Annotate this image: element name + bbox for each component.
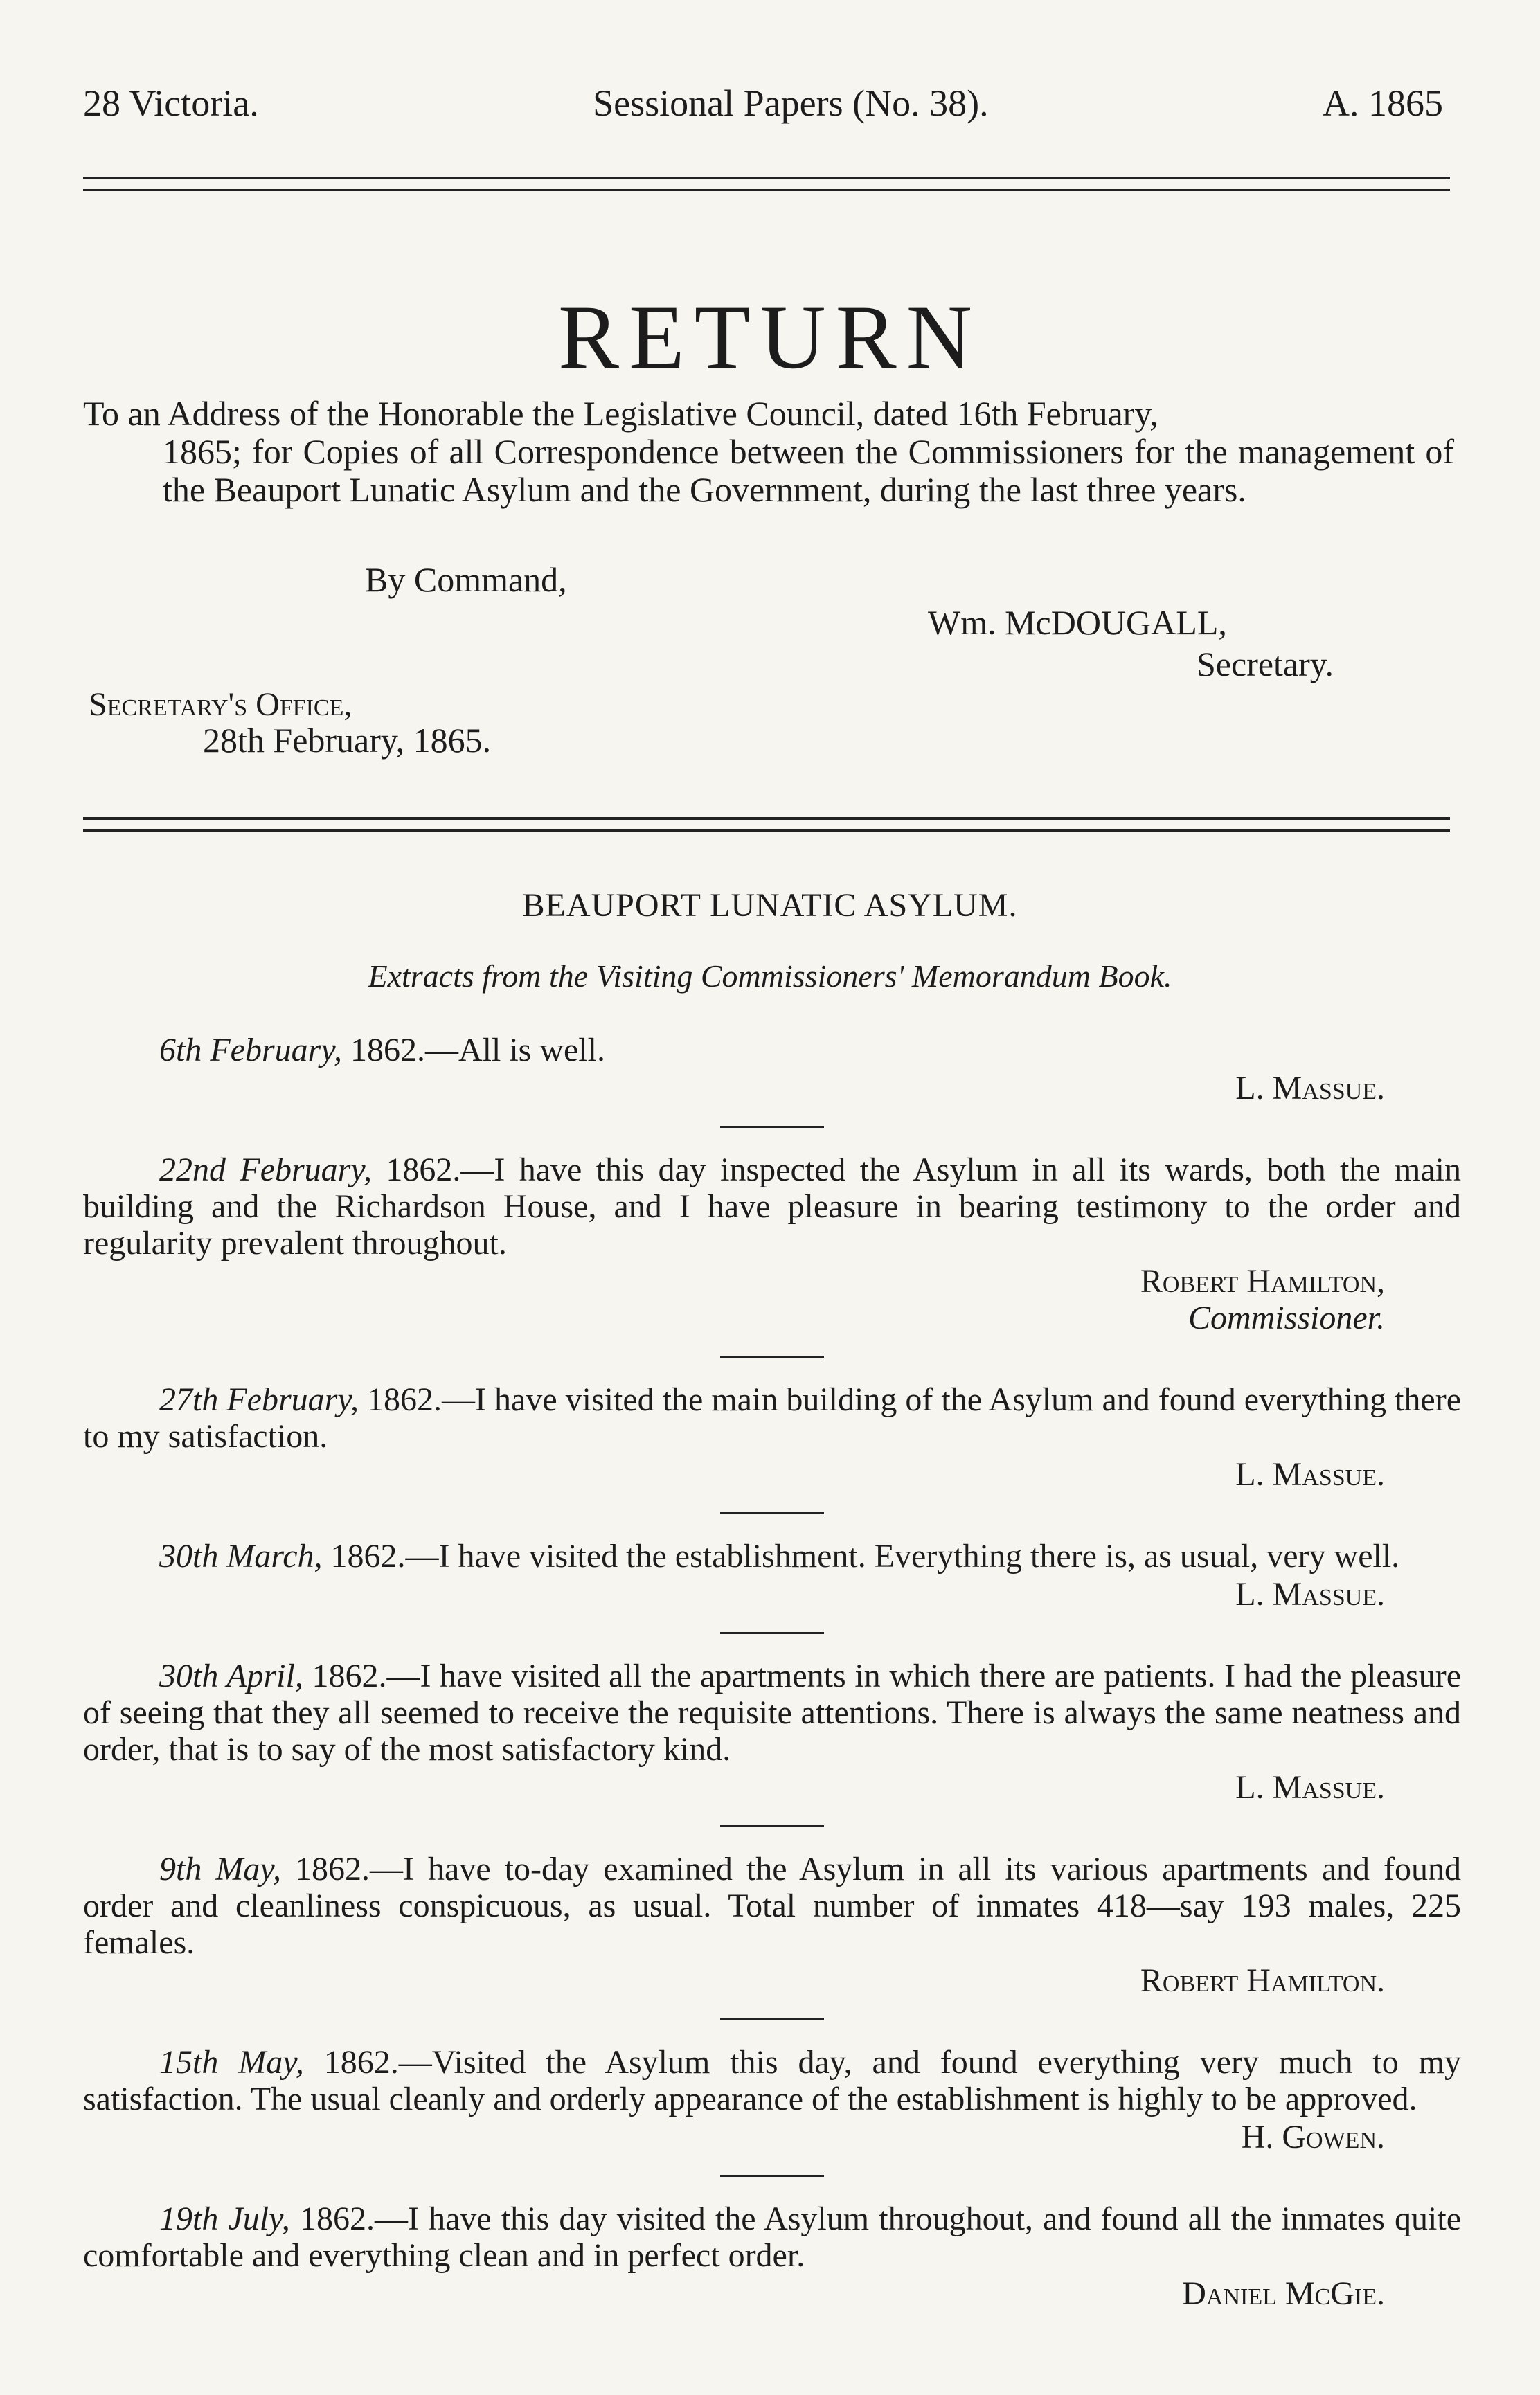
header-right: A. 1865 bbox=[1323, 82, 1443, 124]
header-left: 28 Victoria. bbox=[83, 82, 259, 124]
entry-separator bbox=[720, 2018, 824, 2020]
entry-signature: Daniel McGie. bbox=[1182, 2275, 1385, 2312]
memorandum-entry bbox=[83, 1538, 1461, 1613]
memorandum-entry bbox=[83, 1032, 1461, 1106]
memorandum-entry bbox=[83, 1381, 1461, 1493]
header-center: Sessional Papers (No. 38). bbox=[593, 82, 989, 124]
memorandum-entry bbox=[83, 1658, 1461, 1806]
entry-date: 22nd February, bbox=[159, 1151, 373, 1188]
entry-body: 1862.—I have this day inspected the Asylum in all its wards, both the main building and the Richardson House, and I have pleasure in bearing testimony to the order and regularity prevalent throughout. bbox=[83, 1151, 1461, 1262]
entry-separator bbox=[720, 1512, 824, 1514]
memorandum-entries bbox=[83, 1032, 1461, 2312]
entry-body: 1862.—I have visited all the apartments in which there are patients. I had the pleasure of seeing that they all seemed to receive the requisite attentions. There is always the same neatness and order, that is to say of the most satisfactory kind. bbox=[83, 1658, 1462, 1768]
entry-signature: H. Gowen. bbox=[1241, 2119, 1385, 2155]
by-command: By Command, bbox=[365, 560, 567, 599]
memorandum-entry bbox=[83, 2044, 1461, 2155]
office-date: 28th February, 1865. bbox=[203, 721, 492, 760]
entry-date: 9th May, bbox=[159, 1851, 282, 1887]
signatory-name: Wm. McDOUGALL, bbox=[928, 603, 1227, 642]
entry-text bbox=[83, 1851, 1461, 1961]
entry-separator bbox=[720, 2175, 824, 2177]
entry-separator bbox=[720, 1632, 824, 1634]
entry-text bbox=[83, 1381, 1461, 1455]
document-title: RETURN bbox=[558, 286, 982, 388]
entry-separator bbox=[720, 1126, 824, 1128]
address-line-1: To an Address of the Honorable the Legislative Council, dated 16th February, bbox=[83, 394, 1158, 433]
entry-signature: L. Massue. bbox=[1235, 1769, 1385, 1806]
running-header bbox=[83, 82, 1443, 125]
entry-body: 1862.—I have visited the establishment. Everything there is, as usual, very well. bbox=[322, 1538, 1400, 1575]
entry-body: 1862.—Visited the Asylum this day, and found everything very much to my satisfaction. The usual cleanly and orderly appearance of the establishment is highly to be approved. bbox=[83, 2044, 1461, 2117]
entry-body: 1862.—I have to-day examined the Asylum in all its various apartments and found order and cleanliness conspicuous, as usual. Total number of inmates 418—say 193 males, 225 females. bbox=[83, 1851, 1462, 1961]
address-paragraph bbox=[83, 395, 1454, 509]
office-name: Secretary's Office, bbox=[89, 686, 352, 723]
entry-signature: Robert Hamilton. bbox=[1140, 1962, 1385, 1999]
entry-text bbox=[83, 1032, 1461, 1068]
entry-separator bbox=[720, 1356, 824, 1358]
entry-signature: L. Massue. bbox=[1235, 1456, 1385, 1493]
entry-text bbox=[83, 1538, 1461, 1575]
address-rest: 1865; for Copies of all Correspondence between the Commissioners for the management of the Beauport Lunatic Asylum and the Government, during the last three years. bbox=[163, 432, 1454, 509]
entry-body: 1862.—I have this day visited the Asylum throughout, and found all the inmates quite comfortable and everything clean and in perfect order. bbox=[83, 2200, 1461, 2274]
entry-date: 19th July, bbox=[159, 2200, 290, 2237]
entry-date: 30th April, bbox=[159, 1658, 303, 1694]
memorandum-entry bbox=[83, 2200, 1461, 2312]
entry-date: 6th February, bbox=[159, 1032, 342, 1068]
entry-signature-title: Commissioner. bbox=[1188, 1300, 1385, 1336]
entry-body: 1862.—I have visited the main building of the Asylum and found everything there to my satisfaction. bbox=[83, 1381, 1461, 1455]
entry-text bbox=[83, 2200, 1461, 2274]
header-double-rule bbox=[83, 177, 1450, 191]
entry-date: 15th May, bbox=[159, 2044, 304, 2081]
memorandum-entry bbox=[83, 1151, 1461, 1336]
section-subtitle: Extracts from the Visiting Commissioners' Memorandum Book. bbox=[368, 958, 1172, 994]
section-double-rule bbox=[83, 817, 1450, 832]
section-title: BEAUPORT LUNATIC ASYLUM. bbox=[522, 887, 1018, 924]
entry-text bbox=[83, 1151, 1461, 1262]
entry-body: 1862.—All is well. bbox=[341, 1032, 605, 1068]
signatory-title: Secretary. bbox=[1197, 645, 1334, 683]
entry-signature: L. Massue. bbox=[1235, 1576, 1385, 1613]
memorandum-entry bbox=[83, 1851, 1461, 1999]
entry-separator bbox=[720, 1825, 824, 1827]
entry-signature: L. Massue. bbox=[1235, 1070, 1385, 1106]
entry-date: 27th February, bbox=[159, 1381, 359, 1418]
entry-date: 30th March, bbox=[159, 1538, 323, 1575]
entry-text bbox=[83, 1658, 1461, 1768]
entry-signature: Robert Hamilton, bbox=[1140, 1263, 1385, 1300]
entry-text bbox=[83, 2044, 1461, 2117]
